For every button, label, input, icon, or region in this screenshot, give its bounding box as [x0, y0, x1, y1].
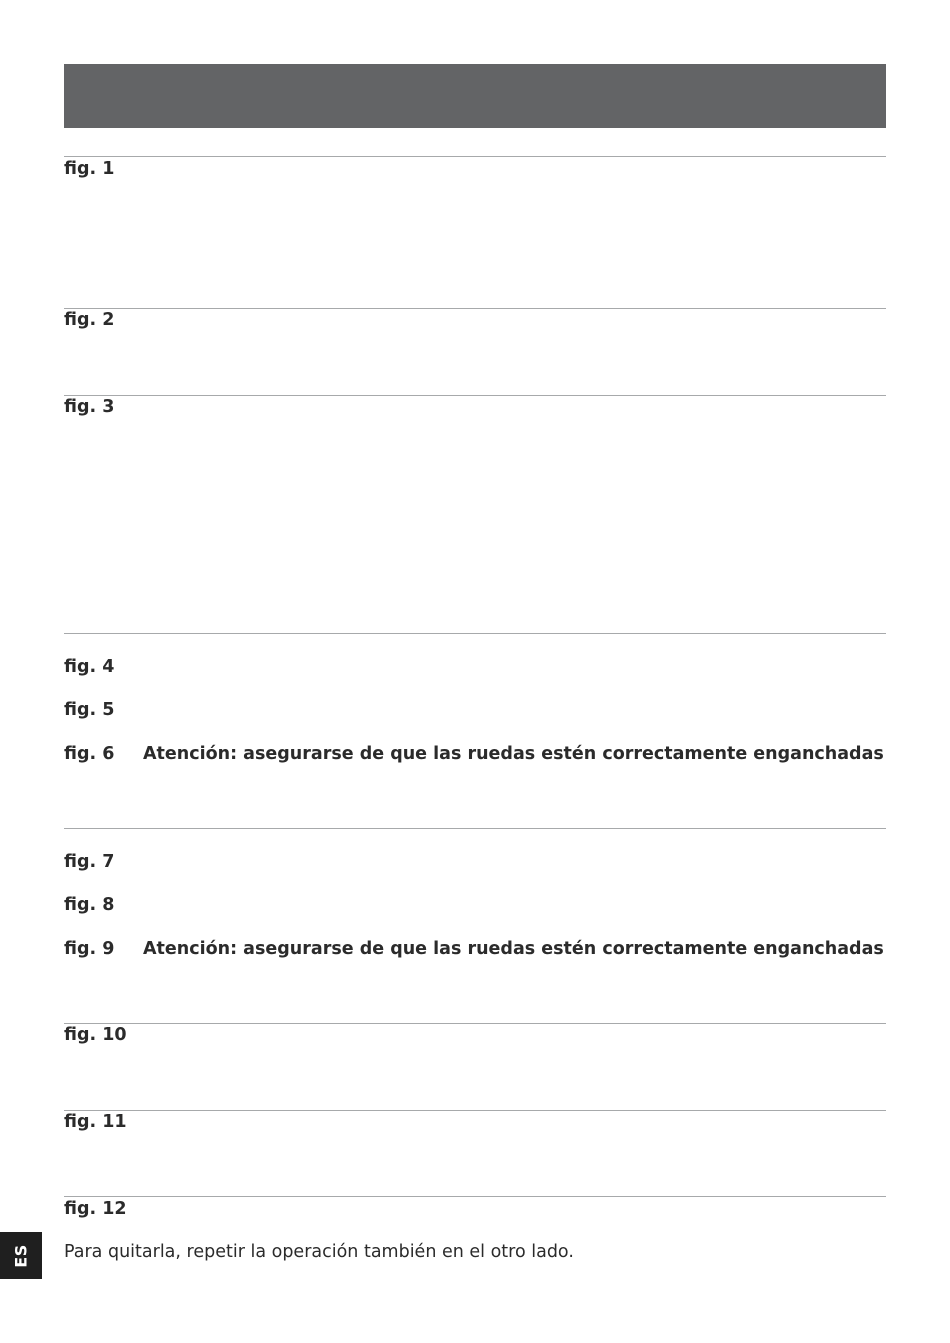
figure-row-3: [64, 396, 894, 418]
figure-label: fig. 1: [64, 159, 115, 179]
figure-row-4: [64, 656, 894, 678]
figure-row-1: [64, 158, 894, 180]
figure-label: fig. 12: [64, 1199, 127, 1219]
figure-label: fig. 7: [64, 852, 115, 872]
figure-label: fig. 9: [64, 939, 115, 959]
warning-text: Atención: asegurarse de que las ruedas estén correctamente enganchadas: [143, 939, 884, 959]
warning-text: Atención: asegurarse de que las ruedas estén correctamente enganchadas: [143, 744, 884, 764]
figure-row-11: [64, 1111, 894, 1133]
figure-label: fig. 4: [64, 657, 115, 677]
divider: [64, 1196, 886, 1197]
figure-row-7: [64, 851, 894, 873]
figure-row-5: [64, 699, 894, 721]
language-code: ES: [11, 1243, 31, 1268]
figure-row-10: [64, 1024, 894, 1046]
figure-label: fig. 3: [64, 397, 115, 417]
removal-instruction: Para quitarla, repetir la operación también en el otro lado.: [64, 1242, 574, 1262]
divider: [64, 156, 886, 157]
figure-label: fig. 2: [64, 310, 115, 330]
divider: [64, 828, 886, 829]
figure-label: fig. 5: [64, 700, 115, 720]
header-bar: [64, 64, 886, 128]
divider: [64, 633, 886, 634]
figure-row-2: [64, 309, 894, 331]
figure-row-8: [64, 894, 894, 916]
figure-row-12: [64, 1198, 894, 1220]
figure-row-6: [64, 743, 894, 765]
figure-label: fig. 10: [64, 1025, 127, 1045]
language-tab: [0, 1232, 42, 1279]
figure-label: fig. 8: [64, 895, 115, 915]
figure-row-9: [64, 938, 894, 960]
figure-label: fig. 6: [64, 744, 115, 764]
figure-label: fig. 11: [64, 1112, 127, 1132]
